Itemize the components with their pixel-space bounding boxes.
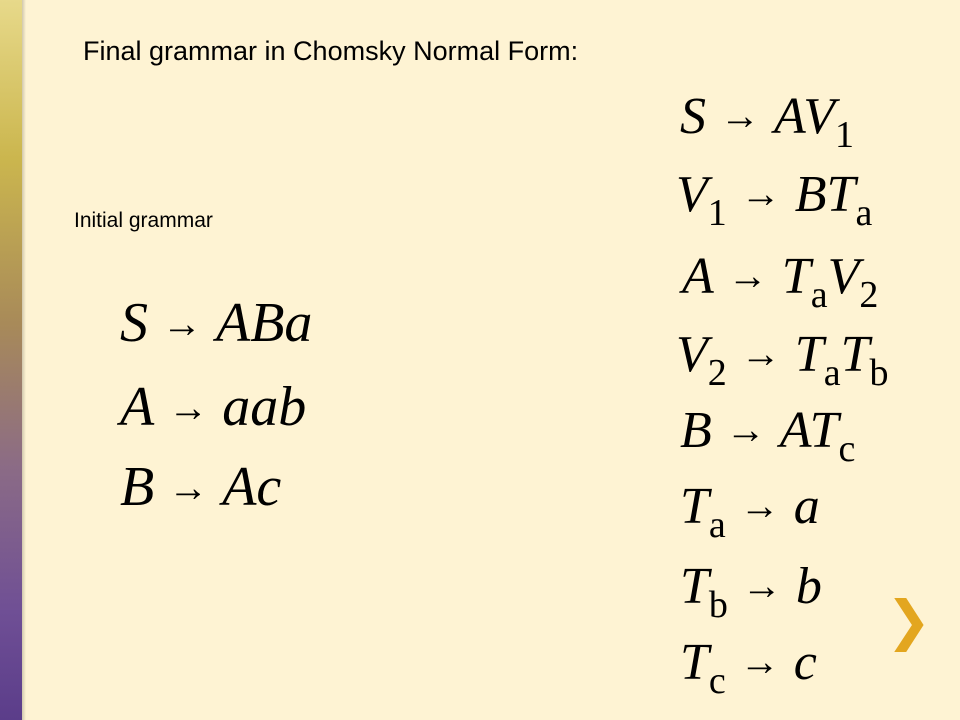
arrow-symbol: → — [168, 465, 209, 510]
rule-rhs-symbol: T — [794, 326, 824, 383]
final-rule — [680, 472, 820, 546]
arrow-symbol: → — [741, 563, 782, 608]
rule-lhs: V — [676, 326, 708, 383]
arrow-symbol: → — [168, 385, 209, 430]
rule-rhs-symbol: T — [809, 402, 839, 459]
rule-rhs-subscript: 1 — [834, 114, 854, 156]
rule-rhs: aab — [222, 376, 307, 438]
rule-lhs-subscript: b — [708, 584, 728, 626]
arrow-symbol: → — [740, 171, 781, 216]
rule-rhs-symbol: T — [781, 248, 811, 305]
rule-rhs-subscript: a — [823, 352, 841, 394]
rule-rhs: Ac — [222, 456, 282, 518]
rule-rhs-symbol: T — [826, 166, 856, 223]
rule-lhs: V — [676, 166, 708, 223]
initial-rule — [120, 288, 312, 358]
rule-lhs: A — [120, 376, 155, 438]
arrow-symbol: → — [162, 301, 202, 346]
rule-rhs-symbol: V — [803, 88, 835, 145]
rule-rhs-subscript: 2 — [859, 274, 879, 316]
rule-rhs-symbol: a — [793, 478, 820, 535]
rule-lhs: B — [680, 402, 712, 459]
arrow-symbol: → — [739, 639, 780, 684]
arrow-symbol: → — [725, 407, 766, 452]
decorative-side-bar — [0, 0, 22, 720]
rule-rhs-subscript: a — [855, 192, 873, 234]
rule-lhs: B — [120, 456, 155, 518]
slide-title: Final grammar in Chomsky Normal Form: — [83, 36, 579, 66]
arrow-symbol: → — [720, 93, 760, 138]
rule-rhs-symbol: c — [793, 634, 817, 691]
rule-lhs: S — [120, 292, 148, 354]
rule-rhs-subscript: a — [810, 274, 828, 316]
rule-rhs-subscript: b — [869, 352, 889, 394]
final-rule — [680, 552, 822, 626]
rule-lhs-subscript: c — [708, 660, 726, 702]
arrow-symbol: → — [740, 331, 781, 376]
rule-rhs-symbol: A — [774, 88, 804, 145]
rule-lhs: S — [680, 88, 706, 145]
rule-rhs-symbol: A — [779, 402, 810, 459]
initial-rule — [120, 452, 281, 522]
rule-lhs: A — [682, 248, 714, 305]
final-rule — [682, 242, 879, 316]
rule-lhs-subscript: a — [708, 504, 726, 546]
arrow-symbol: → — [739, 483, 780, 528]
rule-lhs: T — [680, 558, 709, 615]
rule-lhs: T — [680, 478, 709, 535]
initial-rule — [120, 372, 306, 442]
initial-grammar-label: Initial grammar — [74, 209, 213, 232]
rule-lhs-subscript: 2 — [707, 352, 727, 394]
rule-rhs-symbol: b — [795, 558, 822, 615]
final-rule — [676, 320, 889, 394]
final-rule — [680, 82, 854, 156]
rule-rhs-symbol: V — [827, 248, 860, 305]
rule-rhs-symbol: B — [794, 166, 827, 223]
final-rule — [680, 628, 817, 702]
rule-lhs-subscript: 1 — [707, 192, 727, 234]
chevron-right-icon[interactable]: ❯ — [886, 589, 932, 652]
final-rule — [680, 396, 856, 470]
rule-rhs-symbol: T — [840, 326, 870, 383]
rule-rhs-subscript: c — [838, 428, 856, 470]
final-rule — [676, 160, 873, 234]
rule-lhs: T — [680, 634, 709, 691]
arrow-symbol: → — [727, 253, 768, 298]
rule-rhs: ABa — [216, 292, 313, 354]
